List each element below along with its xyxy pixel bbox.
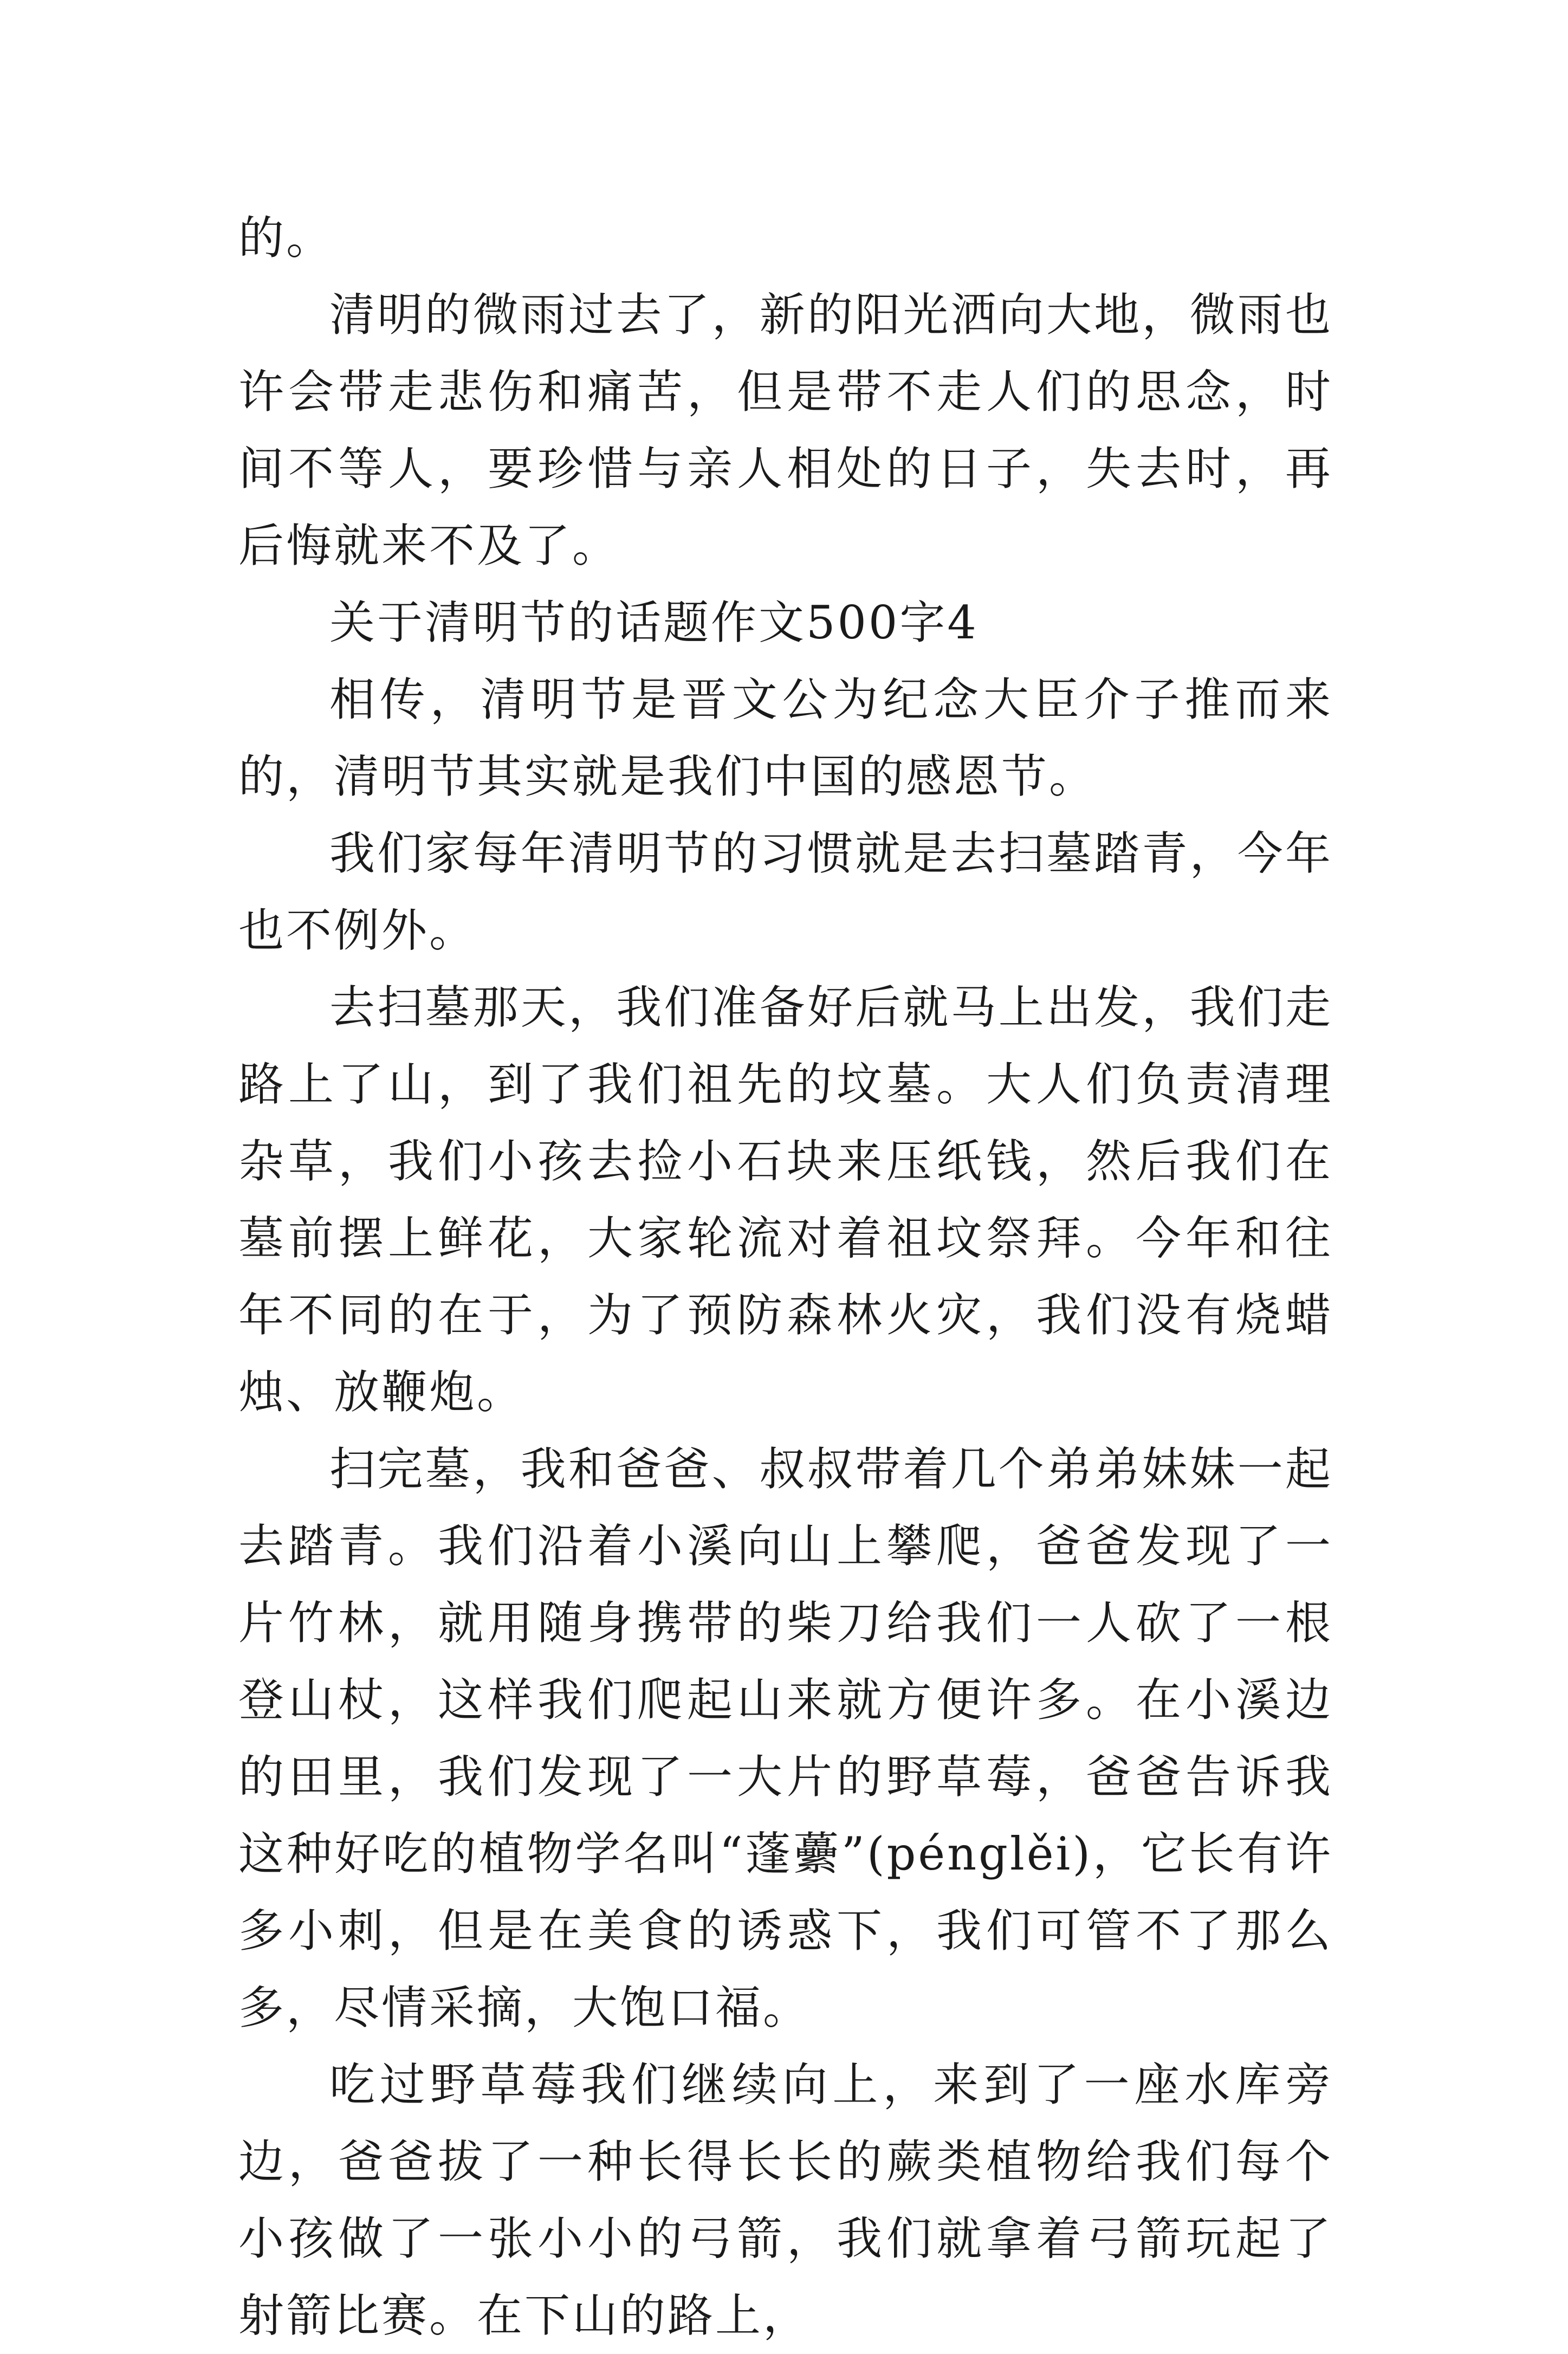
paragraph-continuation: 的。 bbox=[238, 211, 334, 264]
paragraph: 去扫墓那天，我们准备好后就马上出发，我们走路上了山，到了我们祖先的坟墓。大人们负责清理杂草，我们小孩去捡小石块来压纸钱，然后我们在墓前摆上鲜花，大家轮流对着祖坟祭拜。今年和往年不同的在于，为了预防森林火灾，我们没有烧蜡烛、放鞭炮。 bbox=[238, 981, 1333, 1419]
paragraph: 我们家每年清明节的习惯就是去扫墓踏青，今年也不例外。 bbox=[238, 827, 1333, 957]
paragraph: 吃过野草莓我们继续向上，来到了一座水库旁边，爸爸拔了一种长得长长的蕨类植物给我们每个小孩做了一张小小的弓箭，我们就拿着弓箭玩起了射箭比赛。在下山的路上， bbox=[238, 2058, 1333, 2342]
document-body bbox=[238, 199, 1333, 2354]
paragraph: 清明的微雨过去了，新的阳光洒向大地，微雨也许会带走悲伤和痛苦，但是带不走人们的思念，时间不等人，要珍惜与亲人相处的日子，失去时，再后悔就来不及了。 bbox=[238, 288, 1333, 572]
section-heading: 关于清明节的话题作文500字4 bbox=[329, 596, 979, 649]
paragraph: 扫完墓，我和爸爸、叔叔带着几个弟弟妹妹一起去踏青。我们沿着小溪向山上攀爬，爸爸发现了一片竹林，就用随身携带的柴刀给我们一人砍了一根登山杖，这样我们爬起山来就方便许多。在小溪边的田里，我们发现了一大片的野草莓，爸爸告诉我这种好吃的植物学名叫“蓬虆”(pénglěi)，它长有许多小刺，但是在美食的诱惑下，我们可管不了那么多，尽情采摘，大饱口福。 bbox=[238, 1443, 1333, 2034]
paragraph: 相传，清明节是晋文公为纪念大臣介子推而来的，清明节其实就是我们中国的感恩节。 bbox=[238, 673, 1333, 803]
